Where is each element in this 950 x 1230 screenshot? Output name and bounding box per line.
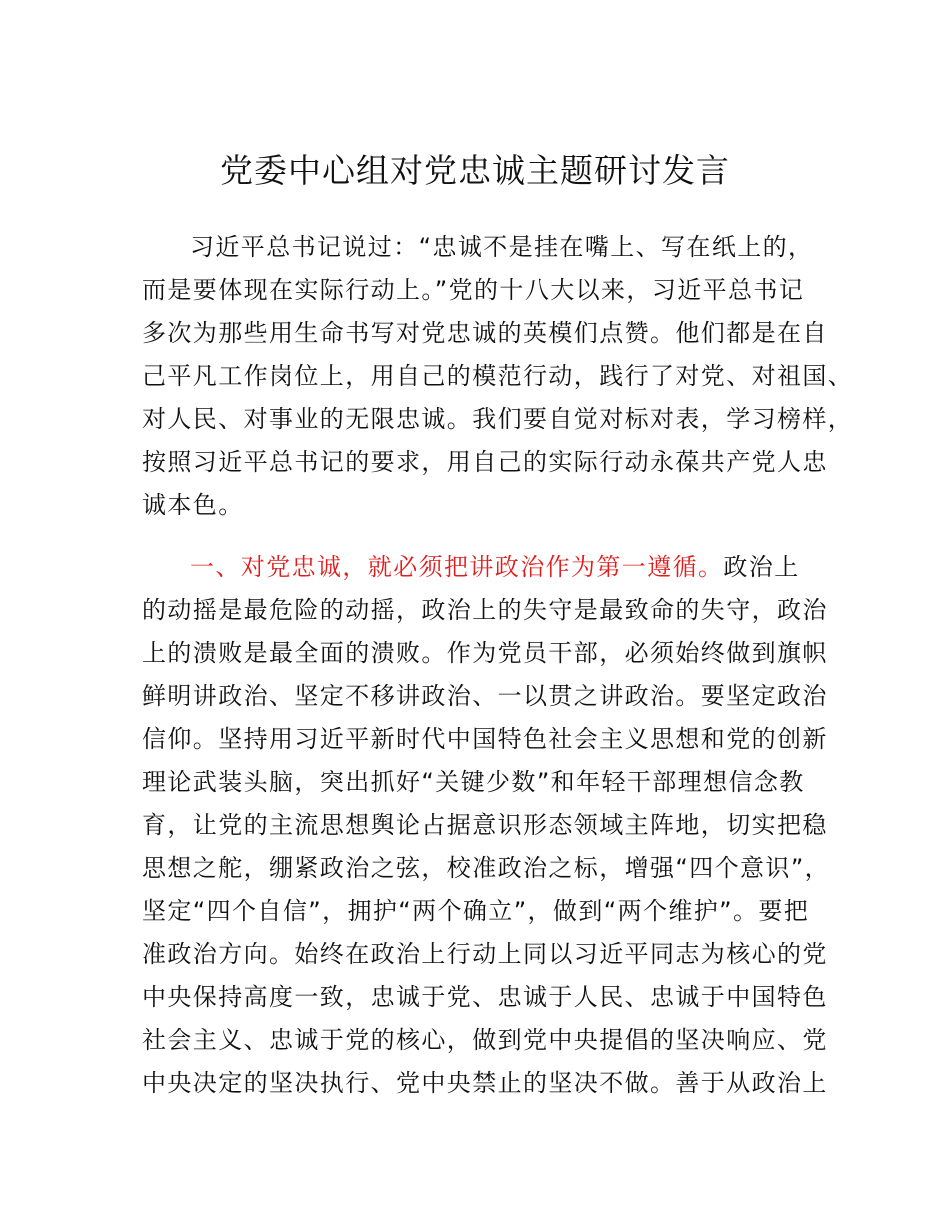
paragraph-line: 理论武装头脑，突出抓好“关键少数”和年轻干部理想信念教	[142, 768, 805, 796]
paragraph-line: 而是要体现在实际行动上。”党的十八大以来，习近平总书记	[142, 276, 805, 304]
section-first-line	[190, 550, 800, 584]
paragraph-line: 思想之舵，绷紧政治之弦，校准政治之标，增强“四个意识”，	[142, 854, 831, 882]
paragraph-line: 中央决定的坚决执行、党中央禁止的坚决不做。善于从政治上	[142, 1069, 828, 1097]
document-title: 党委中心组对党忠诚主题研讨发言	[220, 151, 730, 190]
paragraph-line: 鲜明讲政治、坚定不移讲政治、一以贯之讲政治。要坚定政治	[142, 682, 828, 710]
paragraph-line: 上的溃败是最全面的溃败。作为党员干部，必须始终做到旗帜	[142, 639, 828, 667]
section-heading-continuation: 政治上	[723, 553, 800, 581]
paragraph-line: 坚定“四个自信”，拥护“两个确立”，做到“两个维护”。要把	[142, 897, 810, 925]
paragraph-line: 按照习近平总书记的要求，用自己的实际行动永葆共产党人忠	[142, 448, 828, 476]
paragraph-line: 诚本色。	[142, 491, 244, 519]
paragraph-line: 育，让党的主流思想舆论占据意识形态领域主阵地，切实把稳	[142, 811, 828, 839]
paragraph-line: 习近平总书记说过：“忠诚不是挂在嘴上、写在纸上的，	[190, 233, 814, 261]
paragraph-line: 己平凡工作岗位上，用自己的模范行动，践行了对党、对祖国、	[142, 362, 854, 390]
paragraph-line: 信仰。坚持用习近平新时代中国特色社会主义思想和党的创新	[142, 725, 828, 753]
paragraph-line: 中央保持高度一致，忠诚于党、忠诚于人民、忠诚于中国特色	[142, 983, 828, 1011]
section-heading: 一、对党忠诚，就必须把讲政治作为第一遵循。	[190, 553, 724, 581]
paragraph-line: 准政治方向。始终在政治上行动上同以习近平同志为核心的党	[142, 940, 828, 968]
paragraph-line: 多次为那些用生命书写对党忠诚的英模们点赞。他们都是在自	[142, 319, 828, 347]
paragraph-line: 的动摇是最危险的动摇，政治上的失守是最致命的失守，政治	[142, 596, 828, 624]
paragraph-line: 社会主义、忠诚于党的核心，做到党中央提倡的坚决响应、党	[142, 1026, 828, 1054]
paragraph-line: 对人民、对事业的无限忠诚。我们要自觉对标对表，学习榜样，	[142, 405, 854, 433]
